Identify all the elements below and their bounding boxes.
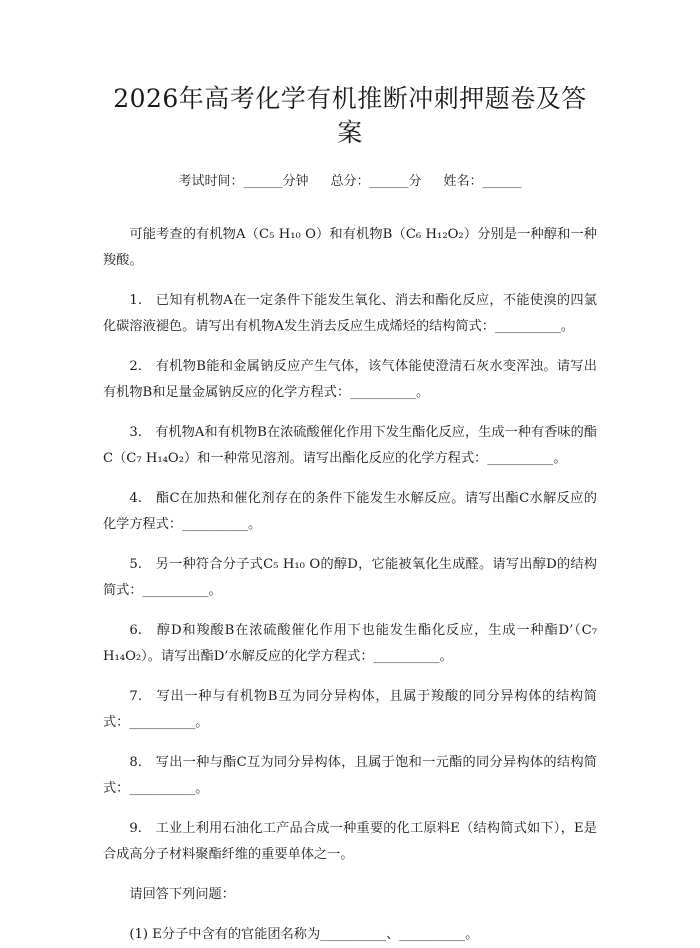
document-body xyxy=(103,222,597,948)
exam-meta-line xyxy=(103,172,597,192)
question-5: 5. 另一种符合分子式C₅ H₁₀ O的醇D，它能被氧化生成醛。请写出醇D的结构简式：__________。 xyxy=(103,557,597,598)
question-9: 9. 工业上利用石油化工产品合成一种重要的化工原料E（结构简式如下），E是合成高分子材料聚酯纤维的重要单体之一。 xyxy=(103,821,597,862)
exam-time-field: 考试时间：______分钟 xyxy=(178,174,309,189)
document-title: 2026年高考化学有机推断冲刺押题卷及答案 xyxy=(113,84,587,147)
intro-paragraph: 可能考查的有机物A（C₅ H₁₀ O）和有机物B（C₆ H₁₂O₂）分别是一种醇和一种羧酸。 xyxy=(103,227,597,268)
question-1: 1. 已知有机物A在一定条件下能发生氧化、消去和酯化反应，不能使溴的四氯化碳溶液褪色。请写出有机物A发生消去反应生成烯烃的结构简式：__________。 xyxy=(103,293,597,334)
question-4: 4. 酯C在加热和催化剂存在的条件下能发生水解反应。请写出酯C水解反应的化学方程式：__________。 xyxy=(103,491,597,532)
answer-prompt: 请回答下列问题： xyxy=(129,887,235,902)
question-8: 8. 写出一种与酯C互为同分异构体，且属于饱和一元酯的同分异构体的结构简式：__________。 xyxy=(103,755,597,796)
question-2: 2. 有机物B能和金属钠反应产生气体，该气体能使澄清石灰水变浑浊。请写出有机物B和足量金属钠反应的化学方程式：__________。 xyxy=(103,359,597,400)
question-7: 7. 写出一种与有机物B互为同分异构体，且属于羧酸的同分异构体的结构简式：__________。 xyxy=(103,689,597,730)
sub-question-1: (1) E分子中含有的官能团名称为__________、__________。 xyxy=(129,927,479,942)
question-3: 3. 有机物A和有机物B在浓硫酸催化作用下发生酯化反应，生成一种有香味的酯C（C₇ H₁₄O₂）和一种常见溶剂。请写出酯化反应的化学方程式：__________。 xyxy=(103,425,597,466)
student-name-field: 姓名：______ xyxy=(443,174,522,189)
total-score-field: 总分：______分 xyxy=(330,174,422,189)
question-6: 6. 醇D和羧酸B在浓硫酸催化作用下也能发生酯化反应，生成一种酯D’（C₇ H₁₄O₂）。请写出酯D’水解反应的化学方程式：__________。 xyxy=(103,623,597,664)
